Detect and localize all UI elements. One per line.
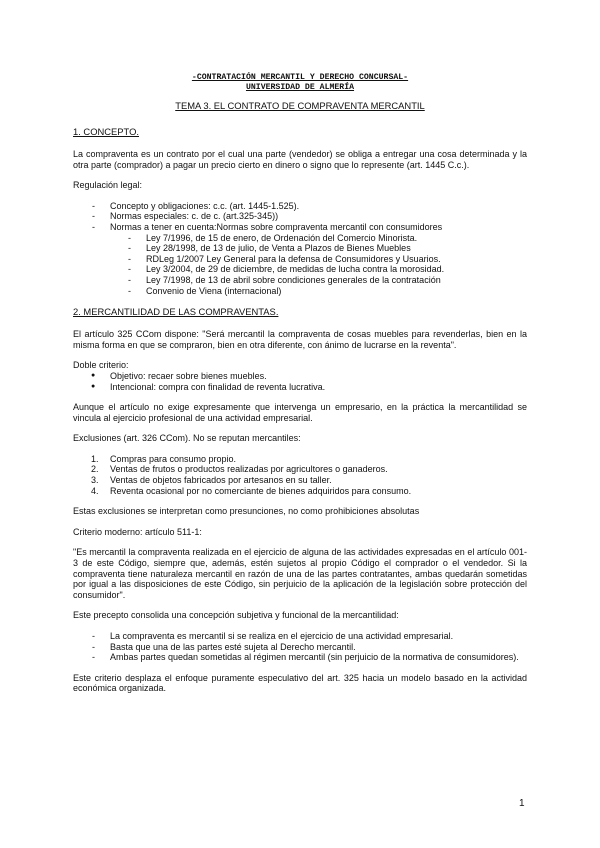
item-number: 2. [91,464,99,475]
numbered-item [73,464,527,475]
paragraph: La compraventa es un contrato por el cual una parte (vendedor) se obliga a entregar una cosa determinada y la otra parte (comprador) a pagar un precio cierto en dinero o signo que lo represente (art. 1445 C.c.). [73,149,527,170]
list-item-text: Normas a tener en cuenta:Normas sobre compraventa mercantil con consumidores [110,221,443,232]
sub-list [110,233,527,297]
sub-list-item: - Ley 7/1998, de 13 de abril sobre condiciones generales de la contratación [128,275,527,286]
university-name: UNIVERSIDAD DE ALMERÍA [245,83,355,92]
paragraph: Este precepto consolida una concepción subjetiva y funcional de la mercantilidad: [73,610,399,621]
page-number: 1 [519,798,525,809]
list-item: - Concepto y obligaciones: c.c. (art. 1445-1.525). [73,201,527,212]
paragraph: El artículo 325 CCom dispone: "Será mercantil la compraventa de cosas muebles para revenderlas, bien en la misma forma en que se compraron, bien en otra diferente, con ánimo de lucrarse en la reventa". [73,329,527,350]
course-header [0,73,600,93]
sub-list-item: - RDLeg 1/2007 Ley General para la defensa de Consumidores y Usuarios. [128,254,527,265]
numbered-item [73,486,527,497]
document-body [73,126,527,704]
item-text: Compras para consumo propio. [110,453,237,464]
paragraph: Aunque el artículo no exige expresamente que intervenga un empresario, en la práctica la mercantilidad se vincula al ejercicio profesional de una actividad empresarial. [73,402,527,423]
exclusions-list [73,454,527,496]
exclusions-label: Exclusiones (art. 326 CCom). No se reputan mercantiles: [73,433,301,444]
sub-list-item: - Ley 7/1996, de 15 de enero, de Ordenación del Comercio Minorista. [128,233,527,244]
item-number: 1. [91,453,99,464]
sub-list-item: - Ley 3/2004, de 29 de diciembre, de medidas de lucha contra la morosidad. [128,264,527,275]
criteria-label: Doble criterio: [73,360,129,371]
sub-list-item: - Ley 28/1998, de 13 de julio, de Venta a Plazos de Bienes Muebles [128,243,527,254]
list-item: - Basta que una de las partes esté sujeta al Derecho mercantil. [73,642,527,653]
list-item: - Ambas partes quedan sometidas al régimen mercantil (sin perjuicio de la normativa de consumidores). [73,652,527,663]
list-item: - La compraventa es mercantil si se realiza en el ejercicio de una actividad empresarial. [73,631,527,642]
item-text: Ventas de objetos fabricados por artesanos en su taller. [110,475,332,486]
regulation-label: Regulación legal: [73,180,143,191]
criteria-list [73,371,527,392]
numbered-item [73,454,527,465]
quote-paragraph: "Es mercantil la compraventa realizada en el ejercicio de alguna de las actividades expresadas en el artículo 001-3 de este Código, siempre que, además, estén sujetos al propio Código el comprador o el vendedor. Si la compraventa tiene naturaleza mercantil en razón de una de las partes contratantes, ambas quedarán sometidas por igual a las disposiciones de este Código, sin perjuicio de la aplicación de la legislación sobre protección del consumidor". [73,547,527,600]
regulation-list [73,201,527,296]
item-text: Reventa ocasional por no comerciante de bienes adquiridos para consumo. [110,485,412,496]
item-number: 3. [91,475,99,486]
item-number: 4. [91,485,99,496]
paragraph: Estas exclusiones se interpretan como presunciones, no como prohibiciones absolutas [73,506,420,517]
criterion-label: Criterio moderno: artículo 511-1: [73,526,202,537]
section-heading-concepto: 1. CONCEPTO. [73,126,139,137]
sub-list-item: - Convenio de Viena (internacional) [128,286,527,297]
paragraph: Este criterio desplaza el enfoque puramente especulativo del art. 325 hacia un modelo basado en la actividad económica organizada. [73,672,527,694]
bullet-item: ● Intencional: compra con finalidad de reventa lucrativa. [73,382,527,393]
list-item: - Normas especiales: c. de c. (art.325-345)) [73,211,527,222]
bullet-item: ● Objetivo: recaer sobre bienes muebles. [73,371,527,382]
section-heading-mercantilidad: 2. MERCANTILIDAD DE LAS COMPRAVENTAS. [73,306,279,318]
numbered-item [73,475,527,486]
item-text: Ventas de frutos o productos realizadas por agricultores o ganaderos. [110,464,388,475]
mercantile-list [73,631,527,663]
course-title: -CONTRATACIÓN MERCANTIL Y DERECHO CONCURSAL- [191,73,409,82]
document-title: TEMA 3. EL CONTRATO DE COMPRAVENTA MERCANTIL [175,100,425,111]
list-item [73,222,527,296]
